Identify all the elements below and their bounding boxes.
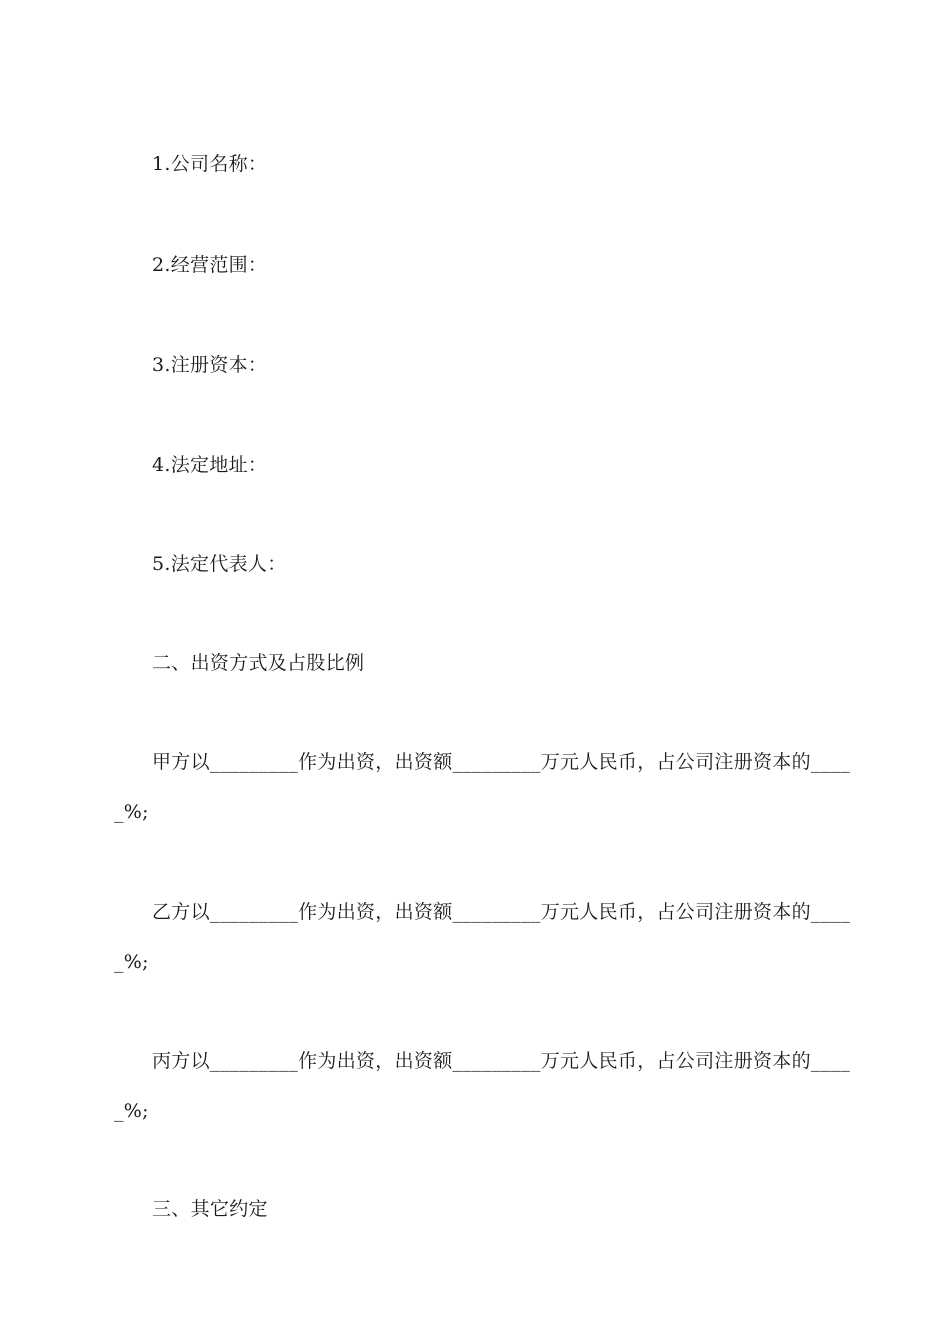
section-three-heading: 三、其它约定: [152, 1198, 268, 1220]
party-a-contribution-line2: _%;: [114, 801, 149, 823]
party-c-contribution-line2: _%;: [114, 1100, 149, 1122]
item-legal-address: 4.法定地址：: [152, 454, 268, 476]
item-registered-capital: 3.注册资本：: [152, 354, 268, 376]
party-a-contribution-line1: 甲方以_________作为出资，出资额_________万元人民币，占公司注册资本的____: [152, 751, 851, 773]
party-c-contribution-line1: 丙方以_________作为出资，出资额_________万元人民币，占公司注册资本的____: [152, 1050, 851, 1072]
item-legal-representative: 5.法定代表人：: [152, 553, 287, 575]
party-b-contribution-line1: 乙方以_________作为出资，出资额_________万元人民币，占公司注册资本的____: [152, 901, 851, 923]
item-business-scope: 2.经营范围：: [152, 254, 268, 276]
section-two-heading: 二、出资方式及占股比例: [152, 652, 365, 674]
item-company-name: 1.公司名称：: [152, 153, 268, 175]
party-b-contribution-line2: _%;: [114, 951, 149, 973]
